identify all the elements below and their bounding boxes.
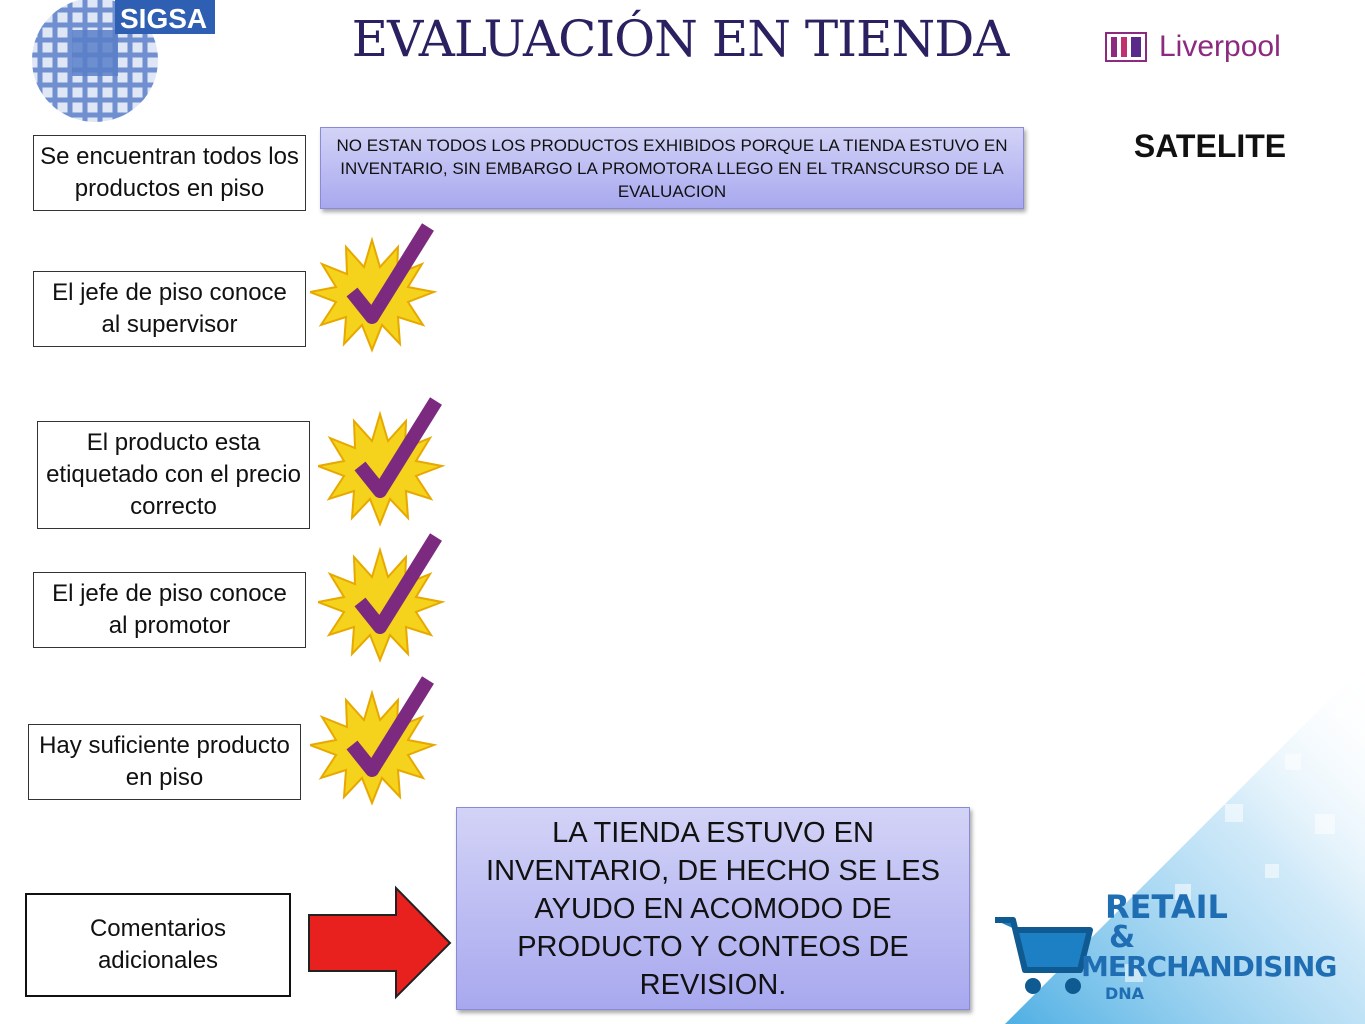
question-products-on-floor: Se encuentran todos los productos en piso [33, 135, 306, 211]
sigsa-logo-text: SIGSA [120, 3, 208, 34]
liverpool-logo-text: Liverpool [1159, 30, 1281, 63]
comments-text: LA TIENDA ESTUVO EN INVENTARIO, DE HECHO SE LES AYUDO EN ACOMODO DE PRODUCTO Y CONTEOS DE REVISION. [456, 807, 970, 1010]
sigsa-logo [30, 0, 220, 125]
logo-line-ampersand: & [1109, 920, 1136, 955]
question-floor-manager-knows-supervisor: El jefe de piso conoce al supervisor [33, 271, 306, 347]
shopping-cart-icon [985, 900, 1095, 1000]
check-star-icon [318, 532, 448, 672]
logo-line-dna: DNA [1105, 984, 1145, 1003]
liverpool-logo [1105, 30, 1305, 70]
question-floor-manager-knows-promoter: El jefe de piso conoce al promotor [33, 572, 306, 648]
question-correct-price-label: El producto esta etiquetado con el precio correcto [37, 421, 310, 529]
logo-line-merchandising: MERCHANDISING [1081, 950, 1337, 983]
check-star-icon [310, 222, 440, 362]
logo-line-retail: RETAIL [1105, 888, 1228, 926]
comments-label: Comentarios adicionales [25, 893, 291, 997]
check-star-icon [318, 396, 448, 536]
store-name: SATELITE [1133, 128, 1287, 164]
check-star-icon [310, 675, 440, 815]
top-note: NO ESTAN TODOS LOS PRODUCTOS EXHIBIDOS PORQUE LA TIENDA ESTUVO EN INVENTARIO, SIN EMBARGO LA PROMOTORA LLEGO EN EL TRANSCURSO DE LA EVALUACION [320, 127, 1024, 209]
right-arrow-icon [306, 885, 454, 1001]
liverpool-logo-icon [1105, 32, 1147, 62]
question-enough-product: Hay suficiente producto en piso [28, 724, 301, 800]
page-title: EVALUACIÓN EN TIENDA [351, 10, 1009, 68]
retail-merchandising-logo [985, 880, 1345, 1010]
